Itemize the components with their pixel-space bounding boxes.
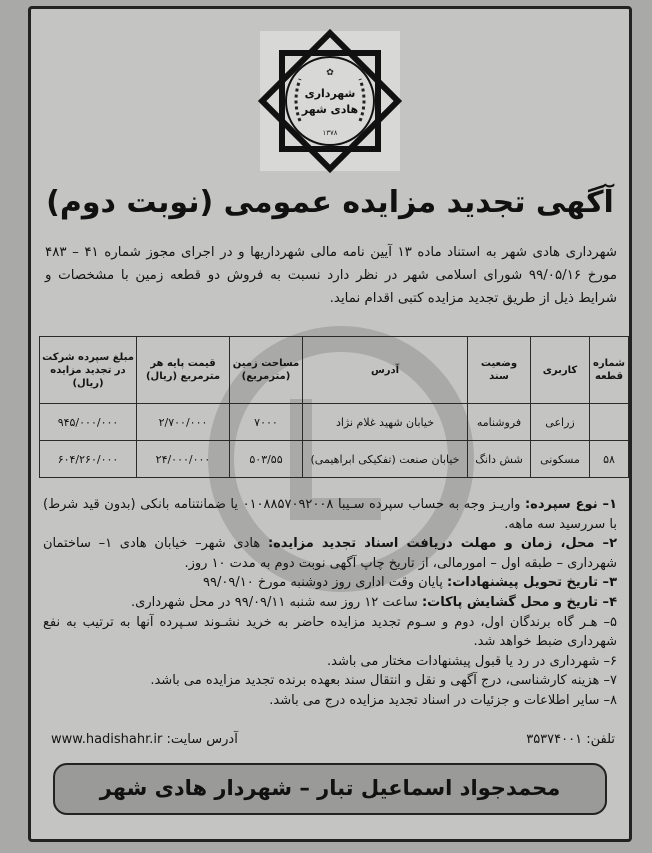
term-text: ۸– سایر اطلاعات و جزئیات در اسناد تجدید مزایده درج می باشد. [269,692,617,708]
header-lot-number: شماره قطعه [590,337,629,404]
cell-usage: مسکونی [531,441,590,478]
phone-number: ۳۵۳۷۴۰۰۱ [526,732,583,747]
header-deposit: مبلغ سپرده شرکت در تجدید مزایده (ریال) [40,337,137,404]
cell-base-price: ۲/۷۰۰/۰۰۰ [137,404,230,441]
phone-block [526,731,615,749]
table-row [40,404,629,441]
terms-list [43,495,617,711]
cell-base-price: ۲۴/۰۰۰/۰۰۰ [137,441,230,478]
term-item [43,534,617,573]
website-block [51,731,238,749]
table-header-row [40,337,629,404]
contact-line [51,731,615,749]
header-address: آدرس [303,337,468,404]
term-item [43,495,617,534]
signature-banner: محمدجواد اسماعیل تبار – شهردار هادی شهر [53,763,607,815]
term-item [43,593,617,613]
website-link[interactable]: www.hadishahr.ir [51,732,163,747]
cell-address: خیابان صنعت (تفکیکی ابراهیمی) [303,441,468,478]
term-text: ۵– هـر گاه برندگان اول، دوم و سـوم تجدید مزایده حاضر به خرید نشـوند سـپرده آنها به ترتیب به نفع شهرداری ضبط خواهد شد. [43,614,617,650]
emblem-line2: هادی شهر [301,103,359,116]
phone-label: تلفن: [586,732,615,747]
cell-lot-number: ۵۸ [590,441,629,478]
term-text: ساعت ۱۲ روز سه شنبه ۹۹/۰۹/۱۱ در محل شهرداری. [131,594,422,610]
term-text: پایان وقت اداری روز دوشنبه مورخ ۹۹/۰۹/۱۰ [203,575,448,591]
term-label: ۱– نوع سپرده: [524,497,617,512]
term-item [43,691,617,711]
notice-paper [28,6,632,842]
term-item [43,671,617,691]
term-item [43,573,617,593]
cell-deposit: ۶۰۴/۲۶۰/۰۰۰ [40,441,137,478]
term-text: هادی شهر– خیابان هادی ۱– ساختمان شهرداری – طبقه اول – امورمالی، از تاریخ چاپ آگهی نوبت دوم به مدت ۱۰ روز. [43,536,617,571]
term-text: ۶– شهرداری در رد یا قبول پیشنهادات مختار می باشد. [327,653,617,669]
header-usage: کاربری [531,337,590,404]
term-label: ۲– محل، زمان و مهلت دریافت اسناد تجدید مزایده: [267,536,617,552]
website-label: آدرس سایت: [166,732,238,747]
term-item [43,652,617,672]
intro-paragraph: شهرداری هادی شهر به استناد ماده ۱۳ آیین نامه مالی شهرداریها و در اجرای مجوز شماره ۴۱ – ۴۸۳ مورخ ۹۹/۰۵/۱۶ شورای اسلامی شهر در نظر دارد نسبت به فروش دو قطعه زمین با مشخصات و شرایط ذیل از طریق تجدید مزایده کتبی اقدام نماید. [45,245,618,306]
header-deed-status: وضعیت سند [468,337,531,404]
cell-deed-status: فروشنامه [468,404,531,441]
table-row [40,441,629,478]
header-area: مساحت زمین (مترمربع) [230,337,303,404]
emblem-line1: شهرداری [304,87,356,100]
term-text: واریـز وجه به حساب سپرده سـیبا ۰۱۰۸۸۵۷۰۹۲۰۰۸ یا ضمانتنامه بانکی (بدون قید شرط) با سررسید سه ماهه. [43,497,617,532]
municipality-emblem [250,21,410,181]
term-text: ۷– هزینه کارشناسی، درج آگهی و نقل و انتقال سند بعهده برنده تجدید مزایده می باشد. [150,673,617,689]
term-label: ۳– تاریخ تحویل پیشنهادات: [447,575,617,591]
cell-address: خیابان شهید غلام نژاد [303,404,468,441]
svg-text:✿: ✿ [326,68,334,78]
notice-headline: آگهی تجدید مزایده عمومی (نوبت دوم) [46,185,614,220]
term-item [43,613,617,652]
lots-table [39,336,629,478]
cell-deposit: ۹۴۵/۰۰۰/۰۰۰ [40,404,137,441]
cell-lot-number [590,404,629,441]
cell-usage: زراعی [531,404,590,441]
cell-area: ۵۰۳/۵۵ [230,441,303,478]
cell-area: ۷۰۰۰ [230,404,303,441]
emblem-year: ۱۳۷۸ [322,129,338,137]
header-base-price: قیمت پایه هر مترمربع (ریال) [137,337,230,404]
term-label: ۴– تاریخ و محل گشایش پاکات: [421,594,617,610]
cell-deed-status: شش دانگ [468,441,531,478]
